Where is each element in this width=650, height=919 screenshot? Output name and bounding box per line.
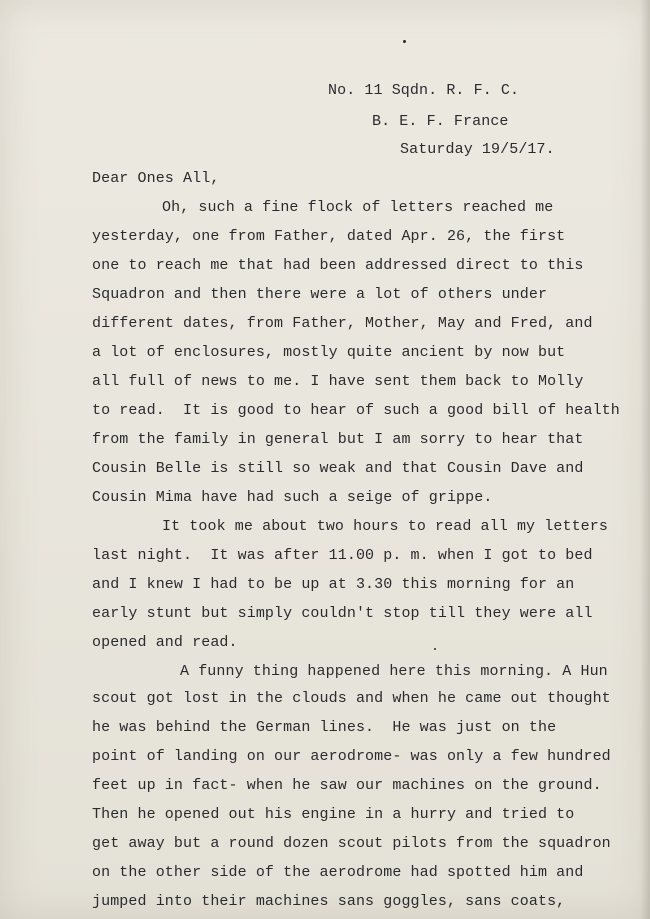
body-line: scout got lost in the clouds and when he came out thought (92, 690, 611, 707)
body-line: opened and read. (92, 634, 238, 651)
body-line: Squadron and then there were a lot of others under (92, 286, 548, 303)
body-line: point of landing on our aerodrome- was only a few hundred (92, 748, 611, 765)
header-unit: No. 11 Sqdn. R. F. C. (328, 82, 520, 99)
body-line: to read. It is good to hear of such a good bill of health (92, 402, 620, 419)
body-line: A funny thing happened here this morning. A Hun (180, 663, 608, 680)
body-line: Then he opened out his engine in a hurry and tried to (92, 806, 575, 823)
body-line: a lot of enclosures, mostly quite ancient by now but (92, 344, 566, 361)
page-edge-shadow (640, 0, 650, 919)
body-line: early stunt but simply couldn't stop till they were all (92, 605, 593, 622)
body-line: get away but a round dozen scout pilots from the squadron (92, 835, 611, 852)
body-line: It took me about two hours to read all my letters (162, 518, 608, 535)
body-line: and I knew I had to be up at 3.30 this morning for an (92, 576, 575, 593)
body-line: from the family in general but I am sorry to hear that (92, 431, 584, 448)
body-line: jumped into their machines sans goggles, sans coats, (92, 893, 566, 910)
salutation: Dear Ones All, (92, 170, 220, 187)
header-location: B. E. F. France (372, 113, 509, 130)
body-line: Oh, such a fine flock of letters reached me (162, 199, 554, 216)
body-line: last night. It was after 11.00 p. m. when I got to bed (92, 547, 593, 564)
body-line: Cousin Mima have had such a seige of grippe. (92, 489, 493, 506)
body-line: Cousin Belle is still so weak and that Cousin Dave and (92, 460, 584, 477)
body-line: on the other side of the aerodrome had spotted him and (92, 864, 584, 881)
header-date: Saturday 19/5/17. (400, 141, 555, 158)
body-line: he was behind the German lines. He was just on the (92, 719, 557, 736)
body-line: one to reach me that had been addressed direct to this (92, 257, 584, 274)
body-line: feet up in fact- when he saw our machines on the ground. (92, 777, 602, 794)
body-line: different dates, from Father, Mother, May and Fred, and (92, 315, 593, 332)
body-line: all full of news to me. I have sent them back to Molly (92, 373, 584, 390)
body-line: yesterday, one from Father, dated Apr. 26, the first (92, 228, 566, 245)
ink-speck (403, 40, 406, 43)
ink-speck (434, 648, 436, 650)
